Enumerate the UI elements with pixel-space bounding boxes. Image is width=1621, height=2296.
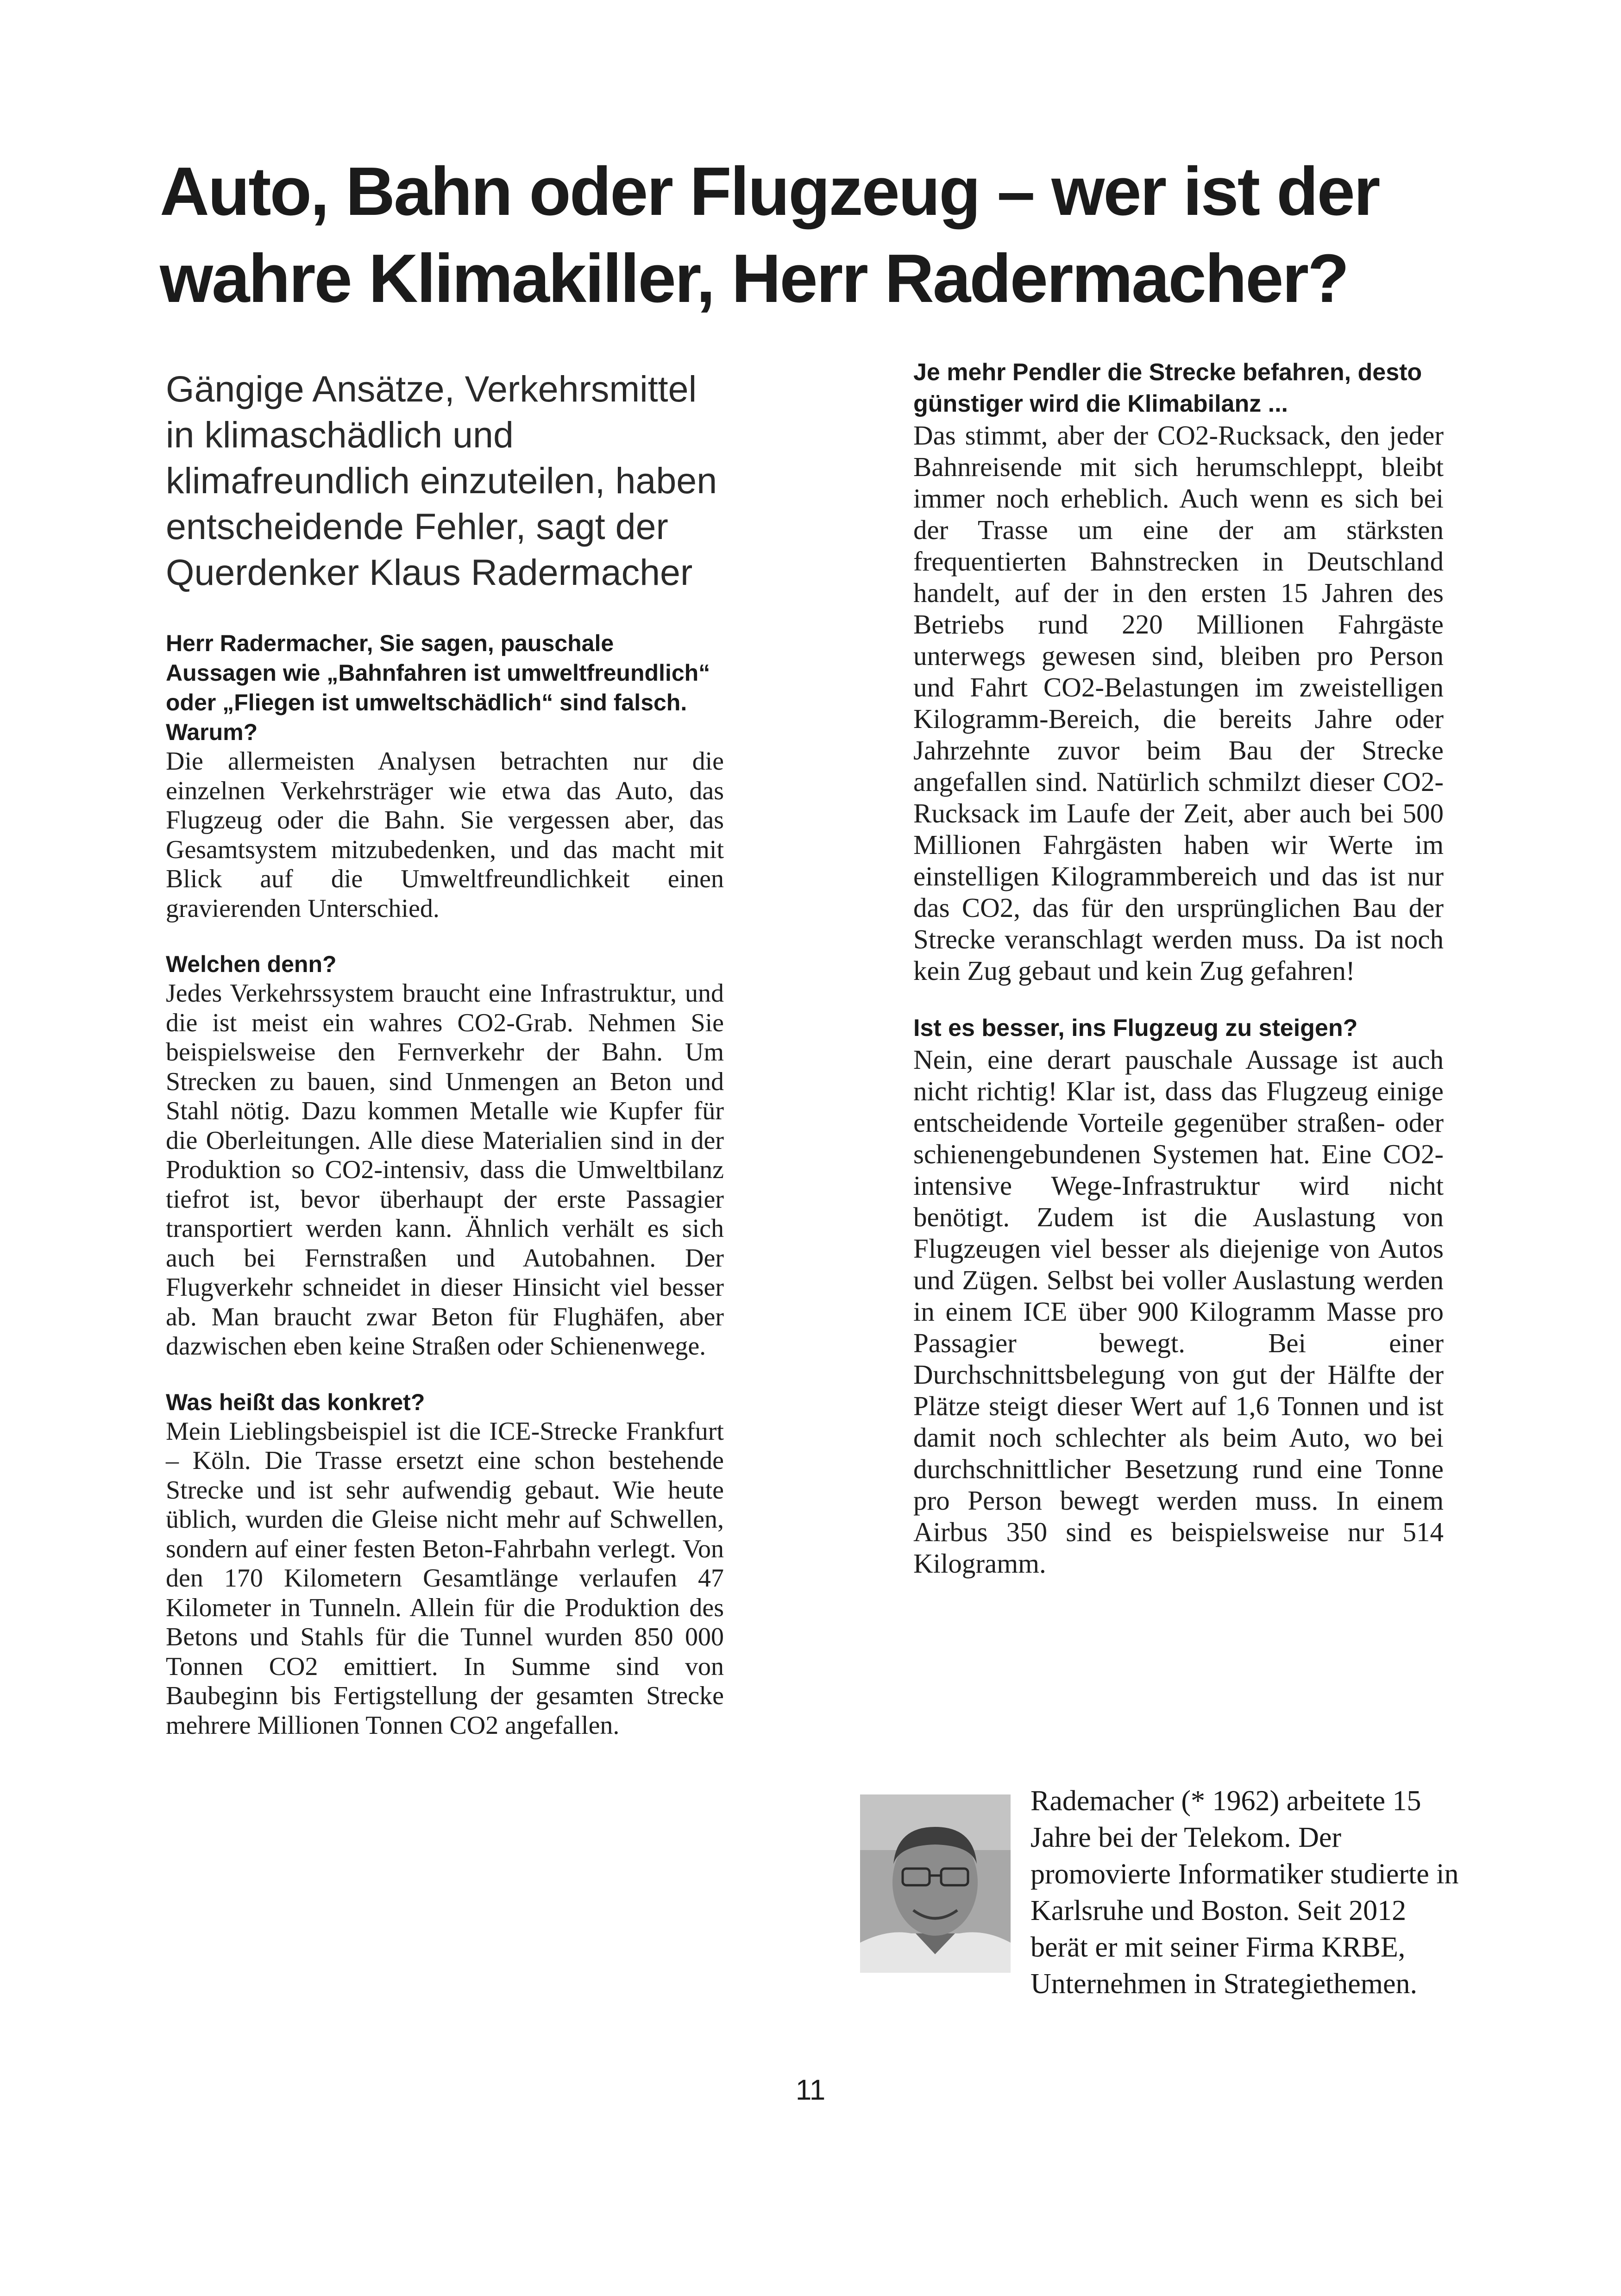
- answer-5: Nein, eine derart pauschale Aussage ist auch nicht richtig! Klar ist, dass das Flugzeug einige entscheidende Vorteile gegenüber straßen- oder schienengebundenen Systemen hat. Eine CO2-intensive Wege-Infrastruktur wird nicht benötigt. Zudem ist die Auslastung von Flugzeugen viel besser als diejenige von Autos und Zügen. Selbst bei voller Auslastung werden in einem ICE über 900 Kilogramm Masse pro Passagier bewegt. Bei einer Durchschnittsbelegung von gut der Hälfte der Plätze steigt dieser Wert auf 1,6 Tonnen und ist damit noch schlechter als beim Auto, wo bei durchschnittlicher Besetzung rund eine Tonne pro Person bewegt werden muss. In einem Airbus 350 sind es beispielsweise nur 514 Kilogramm.: [913, 1044, 1444, 1579]
- portrait-photo: [860, 1794, 1011, 1973]
- answer-4: Das stimmt, aber der CO2-Rucksack, den jeder Bahnreisende mit sich herumschleppt, bleibt immer noch erheblich. Auch wenn es sich bei der Trasse um eine der am stärksten frequentierten Bahnstrecken in Deutschland handelt, auf der in den ersten 15 Jahren des Betriebs rund 220 Millionen Fahrgäste unterwegs gewesen sind, bleiben pro Person und Fahrt CO2-Belastungen im zweistelligen Kilogramm-Bereich, die bereits Jahre oder Jahrzehnte zuvor beim Bau der Strecke angefallen sind. Natürlich schmilzt dieser CO2-Rucksack im Laufe der Zeit, aber auch bei 500 Millionen Fahrgästen haben wir Werte im einstelligen Kilogrammbereich und das ist nur das CO2, das für den ursprünglichen Bau der Strecke veranschlagt werden muss. Da ist noch kein Zug gebaut und kein Zug gefahren!: [913, 420, 1444, 986]
- answer-1: Die allermeisten Analysen betrachten nur die einzelnen Verkehrsträger wie etwa das Auto, das Flugzeug oder die Bahn. Sie vergessen aber, das Gesamtsystem mitzubedenken, und das macht mit Blick auf die Umweltfreundlichkeit einen gravierenden Unterschied.: [166, 747, 724, 923]
- question-4: Je mehr Pendler die Strecke befahren, desto günstiger wird die Klimabilanz ...: [913, 359, 1422, 417]
- answer-3: Mein Lieblingsbeispiel ist die ICE-Strecke Frankfurt – Köln. Die Trasse ersetzt eine schon bestehende Strecke und ist sehr aufwendig gebaut. Wie heute üblich, wurden die Gleise nicht mehr auf Schwellen, sondern auf einer festen Beton-Fahrbahn verlegt. Von den 170 Kilometern Gesamtlänge verlaufen 47 Kilometer in Tunneln. Allein für die Produktion des Betons und Stahls für die Tunnel wurden 850 000 Tonnen CO2 emittiert. In Summe sind von Baubeginn bis Fertigstellung der gesamten Strecke mehrere Millionen Tonnen CO2 angefallen.: [166, 1417, 724, 1740]
- question-3: Was heißt das konkret?: [166, 1389, 425, 1415]
- page-number: 11: [795, 2074, 826, 2106]
- answer-2: Jedes Verkehrssystem braucht eine Infrastruktur, und die ist meist ein wahres CO2-Grab. Nehmen Sie beispielsweise den Fernverkehr der Bahn. Um Strecken zu bauen, sind Unmengen an Beton und Stahl nötig. Dazu kommen Metalle wie Kupfer für die Oberleitungen. Alle diese Materialien sind in der Produktion so CO2-intensiv, dass die Umweltbilanz tiefrot ist, bevor überhaupt der erste Passagier transportiert werden kann. Ähnlich verhält es sich auch bei Fernstraßen und Autobahnen. Der Flugverkehr schneidet in dieser Hinsicht viel besser ab. Man braucht zwar Beton für Flughäfen, aber dazwischen eben keine Straßen oder Schienenwege.: [166, 979, 724, 1361]
- lead-paragraph: Gängige Ansätze, Verkehrsmittel in klimaschädlich und klimafreundlich einzuteilen, haben entscheidende Fehler, sagt der Querdenker Klaus Radermacher: [166, 368, 717, 593]
- right-column: [913, 357, 1444, 1605]
- question-1: Herr Radermacher, Sie sagen, pauschale Aussagen wie „Bahnfahren ist umweltfreundlich“ oder „Fliegen ist umweltschädlich“ sind falsch. Warum?: [166, 630, 710, 745]
- left-column: [166, 366, 724, 1766]
- question-5: Ist es besser, ins Flugzeug zu steigen?: [913, 1015, 1358, 1041]
- question-2: Welchen denn?: [166, 951, 337, 977]
- portrait-illustration: [860, 1794, 1011, 1973]
- author-bio: Rademacher (* 1962) arbeitete 15 Jahre bei der Telekom. Der promovierte Informatiker studierte in Karlsruhe und Boston. Seit 2012 berät er mit seiner Firma KRBE, Unternehmen in Strategiethemen.: [1030, 1785, 1459, 2000]
- headline: Auto, Bahn oder Flugzeug – wer ist der wahre Klimakiller, Herr Radermacher?: [160, 153, 1379, 317]
